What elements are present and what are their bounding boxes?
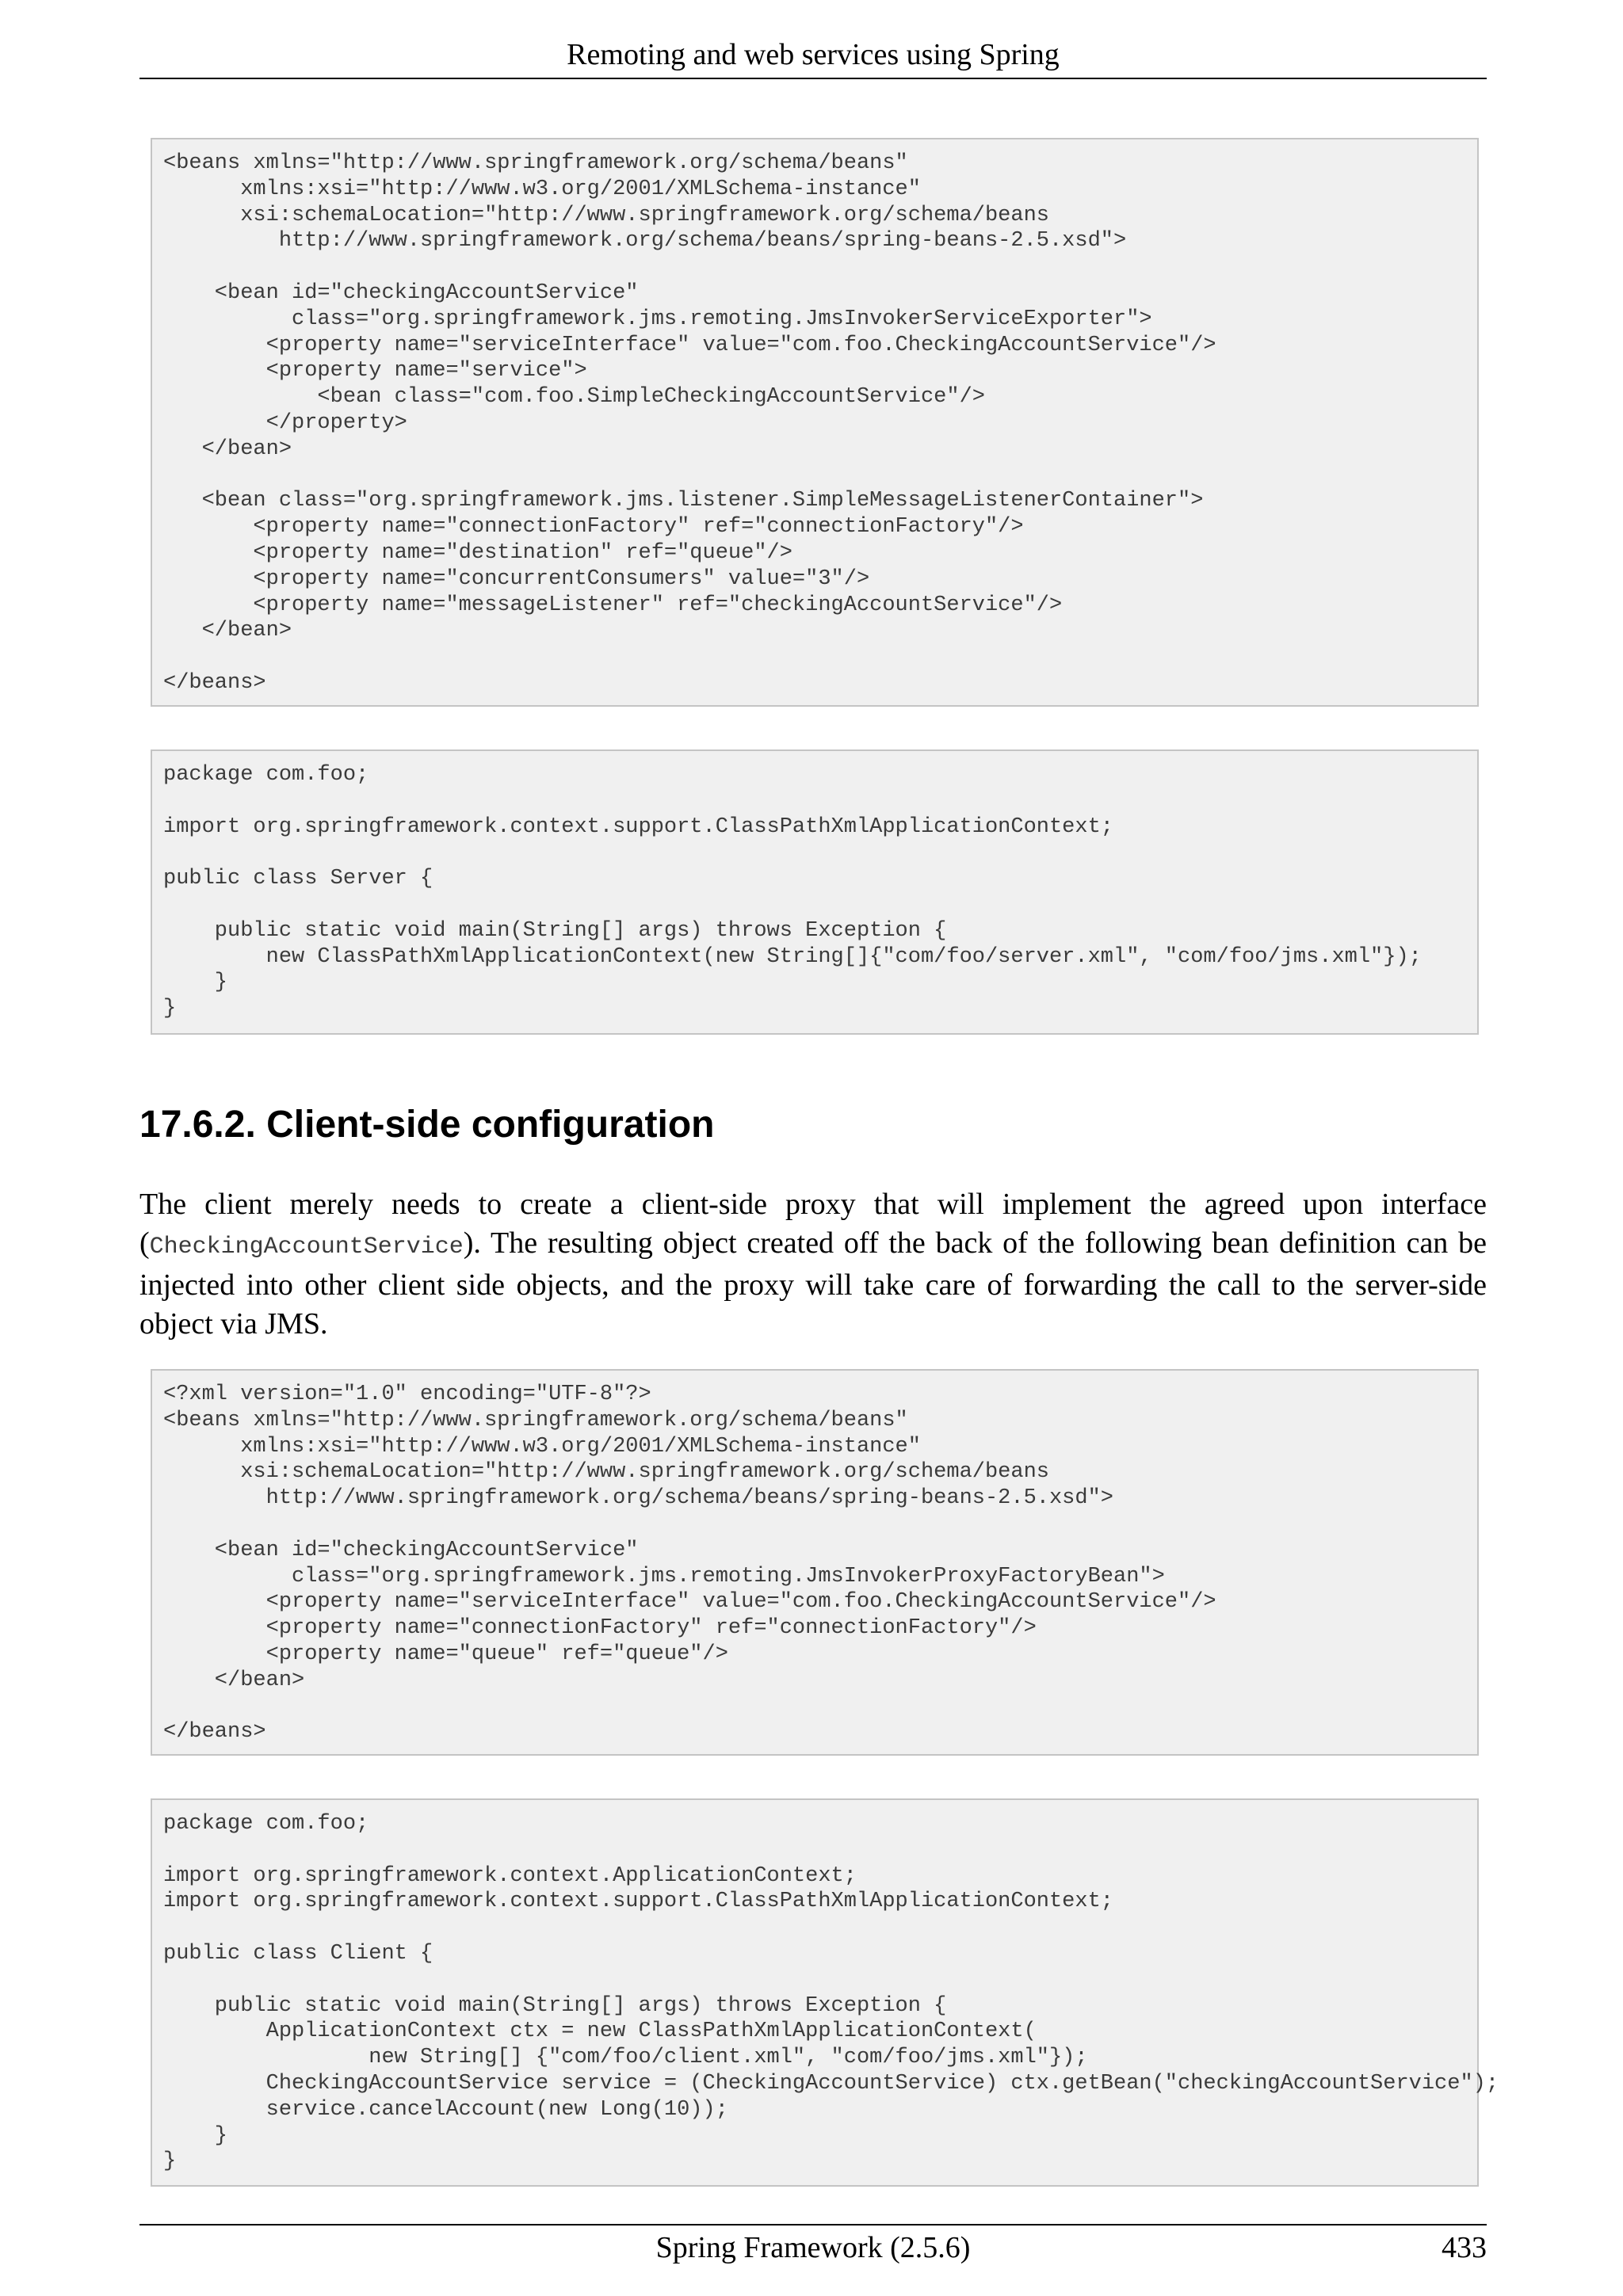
section-heading: 17.6.2. Client-side configuration: [139, 1104, 715, 1146]
server-xml-code-block: [151, 138, 1479, 707]
server-java-code-block: [151, 749, 1479, 1035]
server-java-code: package com.foo; import org.springframework.context.support.ClassPathXmlApplicationContext; public class Server { public static void main(String[] args) throws Exception { new ClassPathXmlApplicationContext(new String[]{"com/foo/server.xml", "com/foo/jms.xml"}); } }: [163, 763, 1422, 1021]
running-header: Remoting and web services using Spring: [567, 38, 1060, 71]
header-divider: [139, 78, 1487, 79]
page-number: 433: [1442, 2231, 1487, 2264]
client-xml-code-block: [151, 1369, 1479, 1756]
client-xml-code: <?xml version="1.0" encoding="UTF-8"?> <beans xmlns="http://www.springframework.org/schema/beans" xmlns:xsi="http://www.w3.org/2001/XMLSchema-instance" xsi:schemaLocation="http://www.springframework.org/schema/beans http://www.springframework.org/schema/beans/spring-beans-2.5.xsd"> <bean id="checkingAccountService" class="org.springframework.jms.remoting.JmsInvokerProxyFactoryBean"> <property name="serviceInterface" value="com.foo.CheckingAccountService"/> <property name="connectionFactory" ref="connectionFactory"/> <property name="queue" ref="queue"/> </bean> </beans>: [163, 1383, 1216, 1745]
paragraph-text-start: The client merely needs to create a client-side proxy that will implement the agreed upon interface (: [139, 1188, 1487, 1260]
server-xml-code: <beans xmlns="http://www.springframework.org/schema/beans" xmlns:xsi="http://www.w3.org/2001/XMLSchema-instance" xsi:schemaLocation="http://www.springframework.org/schema/beans http://www.springframework.org/schema/beans/spring-beans-2.5.xsd"> <bean id="checkingAccountService" class="org.springframework.jms.remoting.JmsInvokerServiceExporter"> <property name="serviceInterface" value="com.foo.CheckingAccountService"/> <property name="service"> <bean class="com.foo.SimpleCheckingAccountService"/> </property> </bean> <bean class="org.springframework.jms.listener.SimpleMessageListenerContainer"> <property name="connectionFactory" ref="connectionFactory"/> <property name="destination" ref="queue"/> <property name="concurrentConsumers" value="3"/> <property name="messageListener" ref="checkingAccountService"/> </bean> </beans>: [163, 151, 1216, 695]
inline-code-interface: CheckingAccountService: [149, 1233, 464, 1261]
footer-title: Spring Framework (2.5.6): [655, 2231, 971, 2264]
section-paragraph: [139, 1185, 1487, 1343]
client-java-code: package com.foo; import org.springframework.context.ApplicationContext; import org.springframework.context.support.ClassPathXmlApplicationContext; public class Client { public static void main(String[] args) throws Exception { ApplicationContext ctx = new ClassPathXmlApplicationContext( new String[] {"com/foo/client.xml", "com/foo/jms.xml"}); CheckingAccountService service = (CheckingAccountService) ctx.getBean("checkingAccountService"); service.cancelAccount(new Long(10)); } }: [163, 1812, 1499, 2174]
paragraph-text-end: ). The resulting object created off the back of the following bean definition can be injected into other client side objects, and the proxy will take care of forwarding the call to the server-side object via JMS.: [139, 1226, 1487, 1341]
client-java-code-block: [151, 1798, 1499, 2187]
footer-divider: [139, 2224, 1487, 2225]
